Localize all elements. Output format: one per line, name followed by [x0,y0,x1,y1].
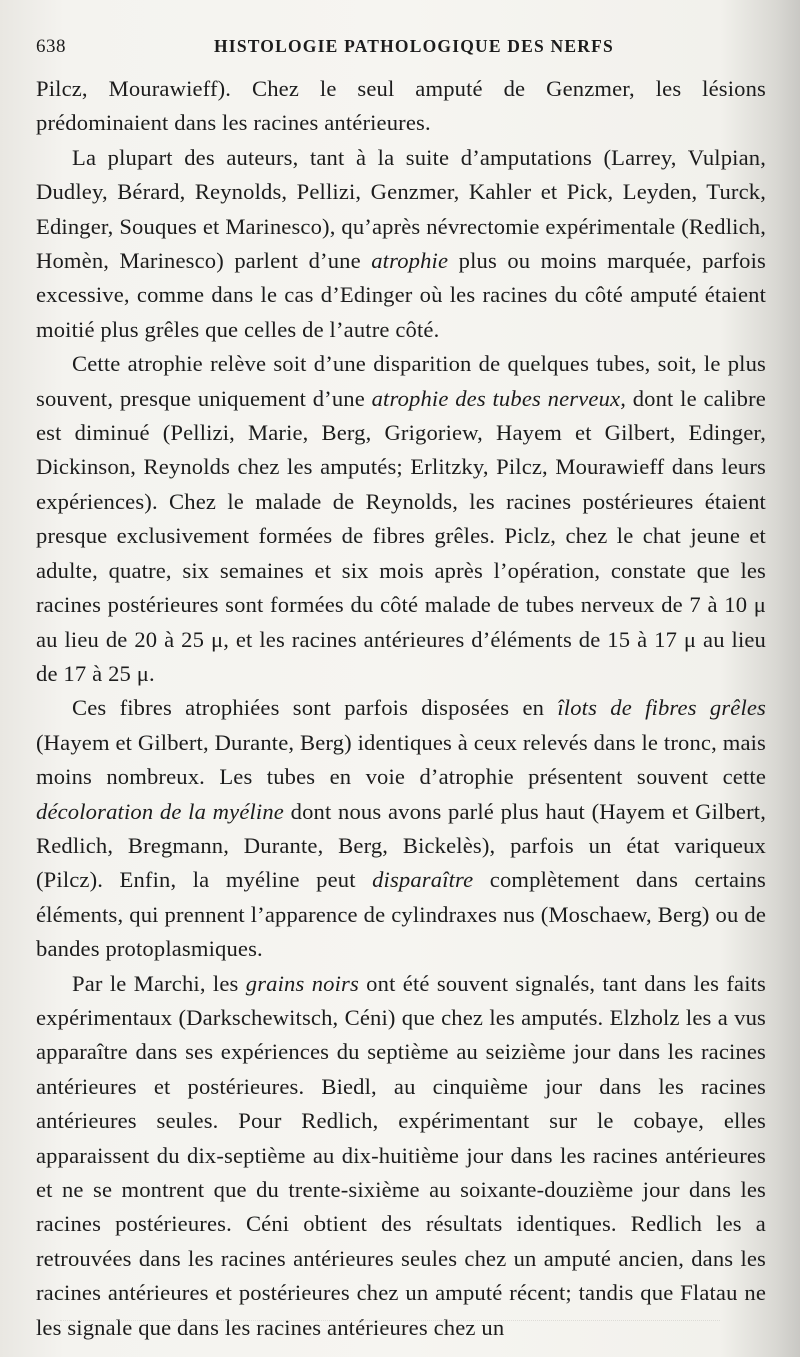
text-run: dont nous avons parlé plus haut (Hayem et Gilbert, Redlich, Bregmann, Durante, Berg, Bickelès), parfois un état variqueux (Pilcz). Enfin, la myéline peut [36,798,767,893]
italic-term: disparaître [372,867,474,893]
text-run: Cette atrophie relève soit d’une disparition de quelques tubes, soit, le plus souvent, presque uniquement d’une [36,351,766,411]
italic-term: décoloration de la myéline [36,798,284,824]
paragraph-continued [36,72,766,141]
text-run: Pilcz, Mourawieff). Chez le seul amputé de Genzmer, les lésions prédominaient dans les racines antérieures. [36,76,766,136]
italic-term: îlots de fibres grêles [557,695,766,721]
page-header [36,36,740,64]
text-run: dont le calibre est diminué (Pellizi, Marie, Berg, Grigoriew, Hayem et Gilbert, Edinger, Dickinson, Reynolds chez les amputés; Erlitzky, Pilcz, Mourawieff dans leurs expériences). Chez le malade de Reynolds, les racines postérieures étaient presque exclusivement formées de fibres grêles. Piclz, chez le chat jeune et adulte, quatre, six semaines et six mois après l’opération, constate que les racines postérieures sont formées du côté malade de tubes nerveux de 7 à 10 μ au lieu de 20 à 25 μ, et les racines antérieures d’éléments de 15 à 17 μ au lieu de 17 à 25 μ. [36,385,766,686]
bleed-through-artifact [60,1320,720,1341]
paragraph-atrophy-authors [36,141,766,347]
text-run: plus ou moins marquée, parfois excessive, comme dans le cas d’Edinger où les racines du côté amputé étaient moitié plus grêles que celles de l’autre côté. [36,248,766,342]
italic-term: atrophie des tubes nerveux, [371,385,626,411]
body-text [36,72,766,1345]
paragraph-fibre-islets [36,691,766,966]
text-run: ont été souvent signalés, tant dans les faits expérimentaux (Darkschewitsch, Céni) que chez les amputés. Elzholz les a vus apparaître dans ses expériences du septième au seizième jour dans les racines antérieures et postérieures. Biedl, au cinquième jour dans les racines antérieures seules. Pour Redlich, expérimentant sur le cobaye, elles apparaissent du dix-septième au dix-huitième jour dans les racines antérieures et ne se montrent que du trente-sixième au soixante-douzième jour dans les racines postérieures. Céni obtient des résultats identiques. Redlich les a retrouvées dans les racines antérieures seules chez un amputé ancien, dans les racines antérieures et postérieures chez un amputé récent; tandis que Flatau ne les signale que dans les racines antérieures chez un [36,970,767,1340]
running-title: HISTOLOGIE PATHOLOGIQUE DES NERFS [214,36,614,56]
page-number: 638 [36,36,66,57]
text-run: (Hayem et Gilbert, Durante, Berg) identiques à ceux relevés dans le tronc, mais moins nombreux. Les tubes en voie d’atrophie présentent souvent cette [36,729,766,790]
text-run: La plupart des auteurs, tant à la suite d’amputations (Larrey, Vulpian, Dudley, Bérard, Reynolds, Pellizi, Genzmer, Kahler et Pick, Leyden, Turck, Edinger, Souques et Marinesco), qu’après névrectomie expérimentale (Redlich, Homèn, Marinesco) parlent d’une [36,144,766,274]
text-run: Ces fibres atrophiées sont parfois disposées en [72,695,558,721]
paragraph-marchi-grains [36,967,766,1345]
paragraph-tube-atrophy [36,347,766,691]
text-run: complètement dans certains éléments, qui prennent l’apparence de cylindraxes nus (Moschaew, Berg) ou de bandes protoplasmiques. [36,867,766,962]
text-run: Par le Marchi, les [72,970,246,996]
italic-term: grains noirs [245,970,359,996]
italic-term: atrophie [371,248,449,274]
